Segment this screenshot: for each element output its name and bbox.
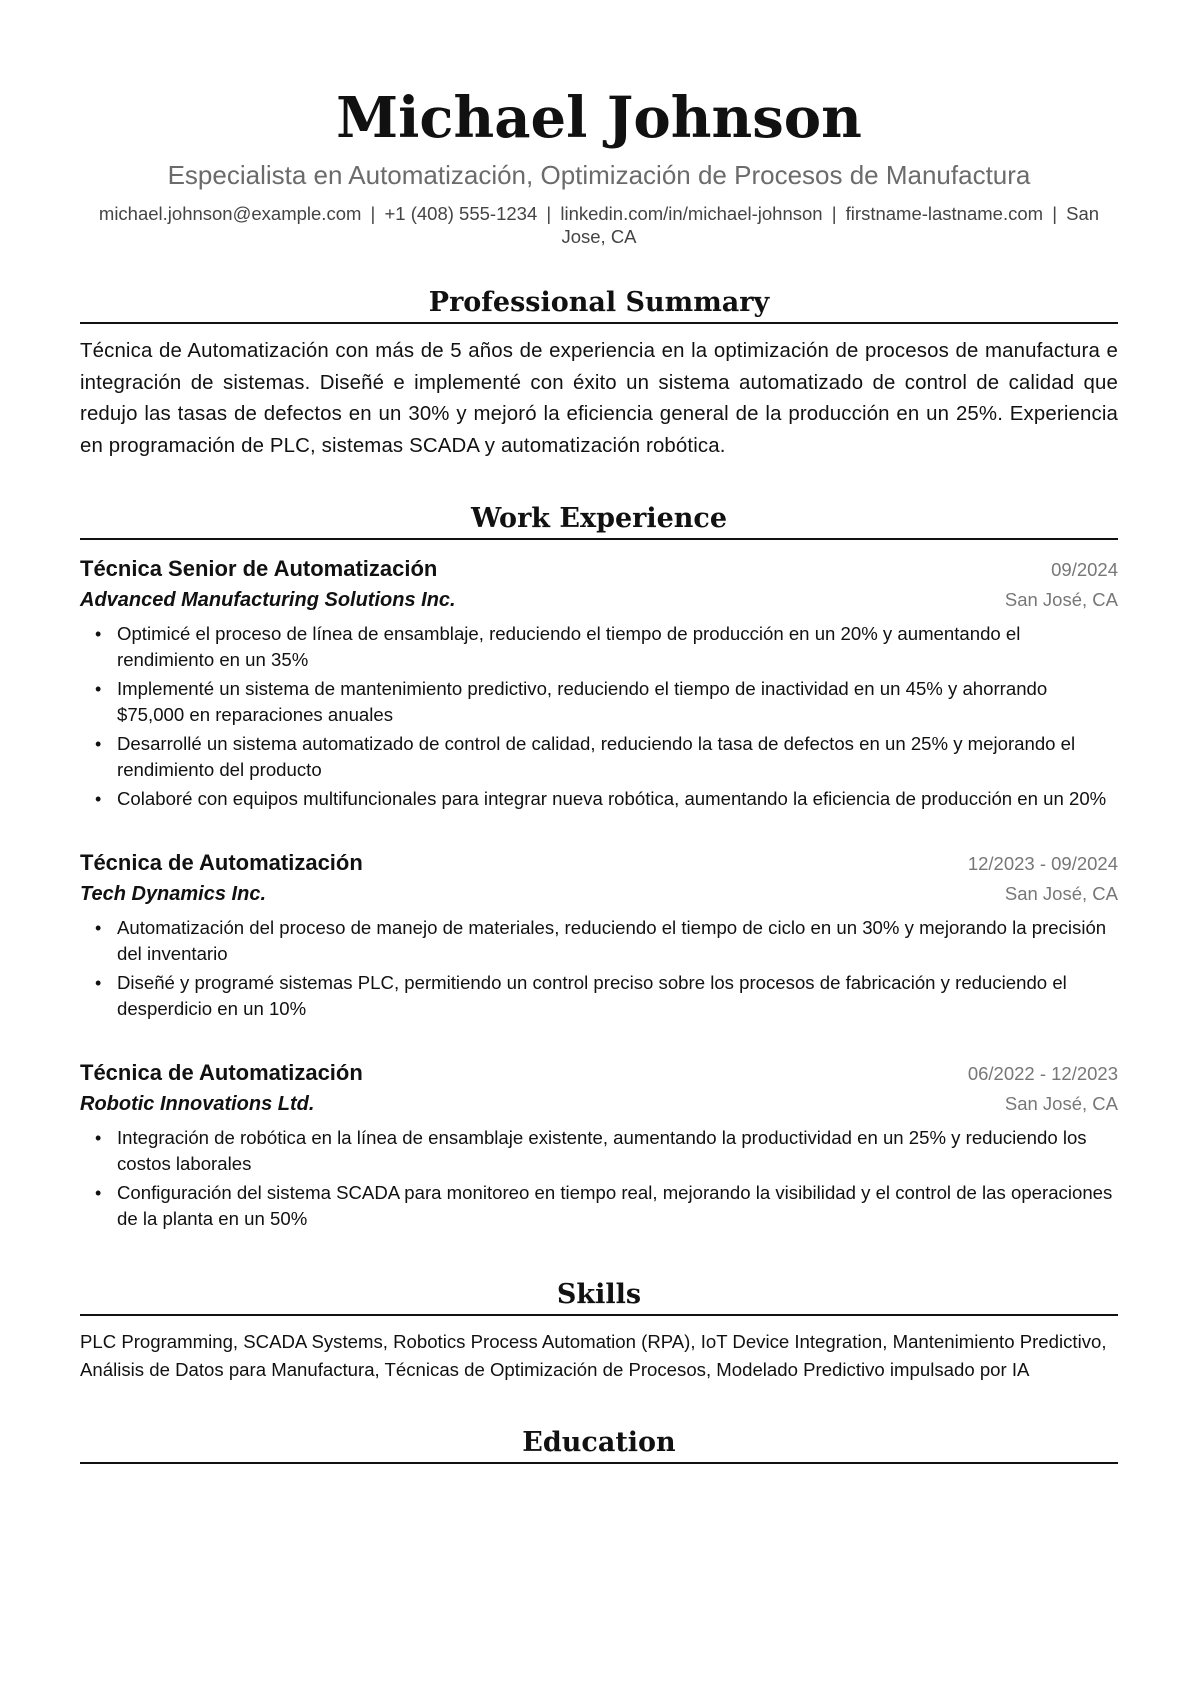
- experience-section: [80, 500, 1118, 1232]
- job-date: 09/2024: [1051, 559, 1118, 580]
- job-entry: [80, 848, 1118, 1022]
- contact-website[interactable]: firstname-lastname.com: [845, 203, 1044, 224]
- summary-section: [80, 284, 1118, 462]
- list-item: [80, 1180, 1118, 1232]
- job-entry: [80, 554, 1118, 812]
- bullet-text: Optimicé el proceso de línea de ensamblaje, reduciendo el tiempo de producción en un 20% y aumentando el rendimiento en un 35%: [117, 623, 1021, 670]
- list-item: [80, 970, 1118, 1022]
- bullet-icon: •: [95, 1128, 102, 1148]
- contact-separator: |: [831, 203, 837, 224]
- section-title-skills: Skills: [556, 1279, 642, 1310]
- contact-separator: |: [370, 203, 376, 224]
- contact-linkedin[interactable]: linkedin.com/in/michael-johnson: [560, 203, 823, 224]
- summary-text: Técnica de Automatización con más de 5 años de experiencia en la optimización de procesos de manufactura e integración de sistemas. Diseñé e implementé con éxito un sistema automatizado de control de calidad que redujo las tasas de defectos en un 30% y mejoró la eficiencia general de la producción en un 25%. Experiencia en programación de PLC, sistemas SCADA y automatización robótica.: [80, 340, 1118, 457]
- job-title: Técnica Senior de Automatización: [80, 556, 438, 581]
- bullet-text: Automatización del proceso de manejo de materiales, reduciendo el tiempo de ciclo en un 30% y mejorando la precisión del inventario: [117, 917, 1107, 964]
- job-location: San José, CA: [1004, 883, 1118, 904]
- contact-line: [80, 202, 1118, 248]
- bullet-text: Integración de robótica en la línea de ensamblaje existente, aumentando la productividad en un 25% y reduciendo los costos laborales: [117, 1127, 1087, 1174]
- section-title-summary: Professional Summary: [428, 287, 770, 318]
- skills-section: [80, 1276, 1118, 1384]
- section-title-experience: Work Experience: [470, 503, 728, 534]
- contact-separator: |: [1052, 203, 1058, 224]
- job-bullets: [80, 621, 1118, 812]
- bullet-text: Implementé un sistema de mantenimiento predictivo, reduciendo el tiempo de inactividad en un 45% y ahorrando $75,000 en reparaciones anuales: [117, 678, 1048, 725]
- job-location: San José, CA: [1004, 1093, 1118, 1114]
- bullet-text: Desarrollé un sistema automatizado de control de calidad, reduciendo la tasa de defectos en un 25% y mejorando el rendimiento del producto: [117, 733, 1076, 780]
- candidate-headline: Especialista en Automatización, Optimización de Procesos de Manufactura: [167, 160, 1031, 190]
- bullet-icon: •: [95, 624, 102, 644]
- bullet-icon: •: [95, 973, 102, 993]
- bullet-text: Diseñé y programé sistemas PLC, permitiendo un control preciso sobre los procesos de fabricación y reduciendo el desperdicio en un 10%: [117, 972, 1067, 1019]
- job-date: 12/2023 - 09/2024: [967, 853, 1118, 874]
- job-location: San José, CA: [1004, 589, 1118, 610]
- resume-header: [80, 82, 1118, 248]
- contact-email[interactable]: michael.johnson@example.com: [98, 203, 362, 224]
- job-entry: [80, 1058, 1118, 1232]
- resume-page: [80, 82, 1118, 1464]
- contact-phone[interactable]: +1 (408) 555-1234: [384, 203, 538, 224]
- education-section: [80, 1424, 1118, 1464]
- job-company: Robotic Innovations Ltd.: [80, 1093, 315, 1115]
- list-item: [80, 915, 1118, 967]
- job-company: Advanced Manufacturing Solutions Inc.: [80, 589, 456, 611]
- job-date: 06/2022 - 12/2023: [967, 1063, 1118, 1084]
- section-title-education: Education: [522, 1427, 676, 1458]
- candidate-name: Michael Johnson: [336, 85, 862, 151]
- bullet-icon: •: [95, 734, 102, 754]
- job-title: Técnica de Automatización: [80, 850, 363, 875]
- bullet-text: Configuración del sistema SCADA para monitoreo en tiempo real, mejorando la visibilidad y el control de las operaciones de la planta en un 50%: [117, 1182, 1113, 1229]
- bullet-icon: •: [95, 1183, 102, 1203]
- job-title: Técnica de Automatización: [80, 1060, 363, 1085]
- list-item: [80, 621, 1118, 673]
- job-company: Tech Dynamics Inc.: [80, 883, 266, 905]
- list-item: [80, 786, 1118, 812]
- section-divider: [80, 322, 1118, 324]
- bullet-icon: •: [95, 679, 102, 699]
- bullet-text: Colaboré con equipos multifuncionales para integrar nueva robótica, aumentando la eficiencia de producción en un 20%: [117, 788, 1107, 809]
- contact-location: San Jose, CA: [561, 203, 1100, 247]
- job-bullets: [80, 1125, 1118, 1232]
- skills-text: PLC Programming, SCADA Systems, Robotics Process Automation (RPA), IoT Device Integration, Mantenimiento Predictivo, Análisis de Datos para Manufactura, Técnicas de Optimización de Procesos, Modelado Predictivo impulsado por IA: [80, 1331, 1107, 1380]
- list-item: [80, 676, 1118, 728]
- section-divider: [80, 1314, 1118, 1316]
- bullet-icon: •: [95, 789, 102, 809]
- section-divider: [80, 1462, 1118, 1464]
- section-divider: [80, 538, 1118, 540]
- list-item: [80, 731, 1118, 783]
- job-bullets: [80, 915, 1118, 1022]
- contact-separator: |: [546, 203, 552, 224]
- bullet-icon: •: [95, 918, 102, 938]
- list-item: [80, 1125, 1118, 1177]
